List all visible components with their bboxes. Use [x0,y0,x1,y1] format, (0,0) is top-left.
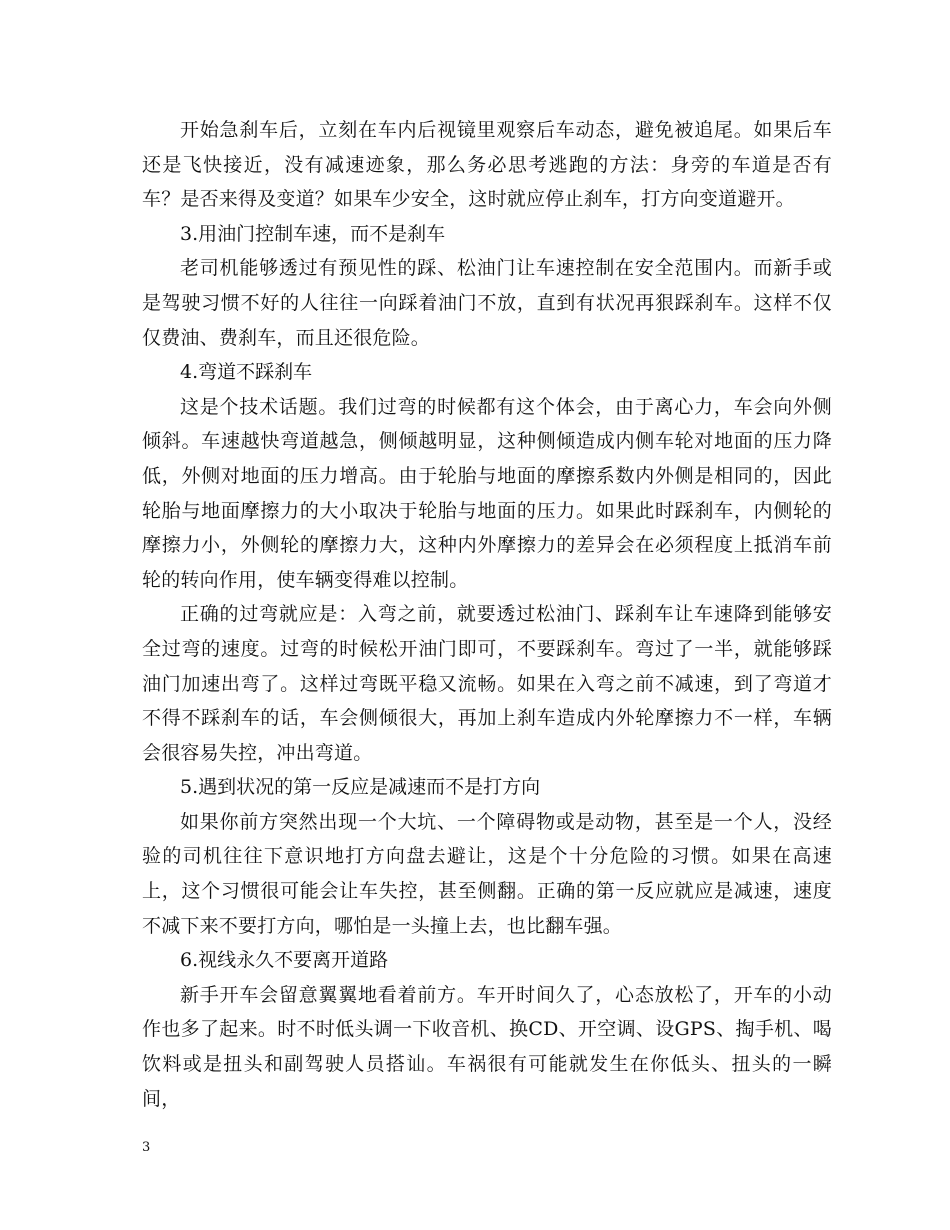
document-body [142,113,832,1116]
paragraph-slow-down-first: 如果你前方突然出现一个大坑、一个障碍物或是动物，甚至是一个人，没经验的司机往往下意识地打方向盘去避让，这是个十分危险的习惯。如果在高速上，这个习惯很可能会让车失控，甚至侧翻。正确的第一反应就应是减速，速度不减下来不要打方向，哪怕是一头撞上去，也比翻车强。 [142,810,832,937]
paragraph-throttle-control: 老司机能够透过有预见性的踩、松油门让车速控制在安全范围内。而新手或是驾驶习惯不好的人往往一向踩着油门不放，直到有状况再狠踩刹车。这样不仅仅费油、费刹车，而且还很危险。 [142,257,832,349]
section-heading-6: 6.视线永久不要离开道路 [180,949,389,972]
section-heading-5: 5.遇到状况的第一反应是减速而不是打方向 [180,776,541,799]
section-heading-3: 3.用油门控制车速，而不是刹车 [180,222,446,245]
paragraph-rear-check: 开始急刹车后，立刻在车内后视镜里观察后车动态，避免被追尾。如果后车还是飞快接近，没有减速迹象，那么务必思考逃跑的方法：身旁的车道是否有车？是否来得及变道？如果车少安全，这时就应停止刹车，打方向变道避开。 [142,119,832,211]
section-heading-4: 4.弯道不踩刹车 [180,361,313,384]
paragraph-eyes-on-road: 新手开车会留意翼翼地看着前方。车开时间久了，心态放松了，开车的小动作也多了起来。时不时低头调一下收音机、换CD、开空调、设GPS、掏手机、喝饮料或是扭头和副驾驶人员搭讪。车祸很有可能就发生在你低头、扭头的一瞬间， [142,983,832,1110]
paragraph-cornering-physics: 这是个技术话题。我们过弯的时候都有这个体会，由于离心力，车会向外侧倾斜。车速越快弯道越急，侧倾越明显，这种侧倾造成内侧车轮对地面的压力降低，外侧对地面的压力增高。由于轮胎与地面的摩擦系数内外侧是相同的，因此轮胎与地面摩擦力的大小取决于轮胎与地面的压力。如果此时踩刹车，内侧轮的摩擦力小，外侧轮的摩擦力大，这种内外摩擦力的差异会在必须程度上抵消车前轮的转向作用，使车辆变得难以控制。 [142,395,832,591]
page-number: 3 [142,1140,151,1155]
paragraph-correct-cornering: 正确的过弯就应是：入弯之前，就要透过松油门、踩刹车让车速降到能够安全过弯的速度。过弯的时候松开油门即可，不要踩刹车。弯过了一半，就能够踩油门加速出弯了。这样过弯既平稳又流畅。如果在入弯之前不减速，到了弯道才不得不踩刹车的话，车会侧倾很大，再加上刹车造成内外轮摩擦力不一样，车辆会很容易失控，冲出弯道。 [142,603,832,764]
